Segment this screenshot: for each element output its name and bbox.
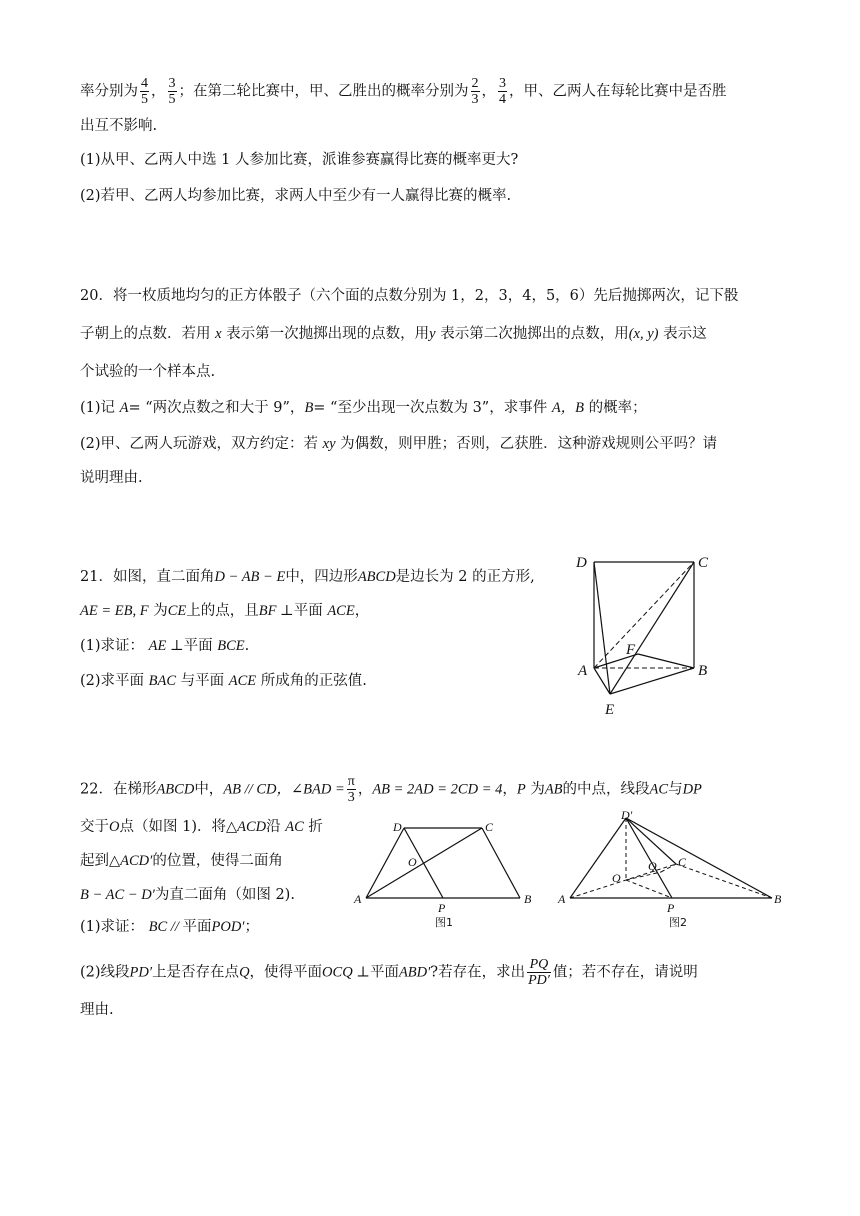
label-c: C <box>698 555 709 571</box>
edge-cb <box>482 828 520 898</box>
label-b: B <box>774 892 782 906</box>
label-p: P <box>667 901 675 915</box>
label-o: O <box>612 871 621 885</box>
edge-ad <box>366 828 404 898</box>
q22-line1: 22．在梯形ABCD中，AB // CD，∠BAD = $\frac{\pi}{3}$ ，AB = 2AD = 2CD = 4，P 为AB的中点，线段AC与DP <box>80 774 702 805</box>
label-c: C <box>485 820 494 834</box>
q19-part2: (2)若甲、乙两人均参加比赛，求两人中至少有一人赢得比赛的概率. <box>80 188 512 204</box>
edge-cb-dashed <box>676 864 772 898</box>
caption-fig1: 图1 <box>435 916 453 929</box>
edge-qc-dashed <box>661 864 676 872</box>
edge-bf <box>638 654 694 668</box>
fraction-3-5: $\frac{3}{5}$ <box>168 76 176 107</box>
fraction-4-5: $\frac{4}{5}$ <box>141 76 148 107</box>
q22-line3: 起到△ACD′的位置，使得二面角 <box>80 853 283 869</box>
edge-ac-dashed <box>594 562 694 668</box>
label-p: P <box>438 901 446 915</box>
label-q: Q <box>648 859 657 873</box>
label-f: F <box>626 642 636 658</box>
label-d: D <box>576 555 587 571</box>
edge-be <box>610 668 694 694</box>
q20-part2: (2)甲、乙两人玩游戏，双方约定：若 xy 为偶数，则甲胜；否则，乙获胜．这种游戏规则公平吗？请 <box>80 436 718 452</box>
edge-db <box>626 818 772 898</box>
q22-figure1 <box>346 814 542 932</box>
q20-line3: 个试验的一个样本点. <box>80 364 216 380</box>
label-e: E <box>605 702 615 718</box>
label-b: B <box>524 892 532 906</box>
fraction-pi-3: $\frac{\pi}{3}$ <box>347 774 355 805</box>
q20-line1: 20．将一枚质地均匀的正方体骰子（六个面的点数分别为 1，2，3，4，5，6）先后抛掷两次，记下骰 <box>80 288 739 304</box>
edge-ce <box>610 562 694 694</box>
edge-de <box>594 562 610 694</box>
q19-text: 率分别为 <box>80 83 138 100</box>
label-c: C <box>678 855 687 869</box>
q20-line2: 子朝上的点数．若用 x 表示第一次抛掷出现的点数，用y 表示第二次抛掷出的点数，用(x, y) 表示这 <box>80 326 707 342</box>
q22-part2: (2)线段PD′上是否存在点Q，使得平面OCQ ⊥平面ABD′?若存在，求出 $\frac{PQ}{PD'}$ 值；若不存在，请说明 <box>80 957 698 988</box>
q21-figure <box>570 548 720 728</box>
fraction-3-4: $\frac{3}{4}$ <box>499 76 506 107</box>
edge-op-dashed <box>626 880 672 898</box>
q20-part1: (1)记 A= “两次点数之和大于 9”，B= “至少出现一次点数为 3”，求事件 A，B 的概率； <box>80 400 647 416</box>
q20-part2-cont: 说明理由. <box>80 470 143 486</box>
label-o: O <box>408 855 417 869</box>
label-a: A <box>354 892 362 906</box>
q22-line4: B − AC − D′为直二面角（如图 2). <box>80 887 295 903</box>
label-a: A <box>558 892 566 906</box>
q22-part1: (1)求证： BC // 平面POD′； <box>80 919 259 935</box>
q19-line2: 出互不影响. <box>80 118 158 134</box>
edge-ad <box>570 818 626 898</box>
q21-part1: (1)求证： AE ⊥平面 BCE. <box>80 638 250 654</box>
caption-fig2: 图2 <box>669 916 687 929</box>
label-a: A <box>578 663 588 679</box>
q21-line1: 21．如图，直二面角D − AB − E中，四边形ABCD是边长为 2 的正方形, <box>80 569 535 585</box>
q22-figure2 <box>556 806 788 930</box>
q21-line2: AE = EB, F 为CE上的点，且BF ⊥平面 ACE， <box>80 603 370 619</box>
fraction-pq-pd: $\frac{PQ}{PD'}$ <box>528 957 550 988</box>
fraction-2-3: $\frac{2}{3}$ <box>471 76 479 107</box>
label-d-prime: D′ <box>621 808 633 822</box>
label-d: D <box>393 820 402 834</box>
q19-line1: 率分别为 $\frac{4}{5}$ ， $\frac{3}{5}$ ；在第二轮比赛中，甲、乙胜出的概率分别为 $\frac{2}{3}$ ， $\frac{3}{4}$ ，甲、乙两人在每轮比赛中是否胜 <box>80 76 727 107</box>
q21-part2: (2)求平面 BAC 与平面 ACE 所成角的正弦值. <box>80 673 367 689</box>
q22-part2-cont: 理由. <box>80 1002 114 1018</box>
q19-part1: (1)从甲、乙两人中选 1 人参加比赛，派谁参赛赢得比赛的概率更大? <box>80 152 519 168</box>
q22-line2: 交于O点（如图 1)．将△ACD沿 AC 折 <box>80 819 323 835</box>
label-b: B <box>698 663 708 679</box>
